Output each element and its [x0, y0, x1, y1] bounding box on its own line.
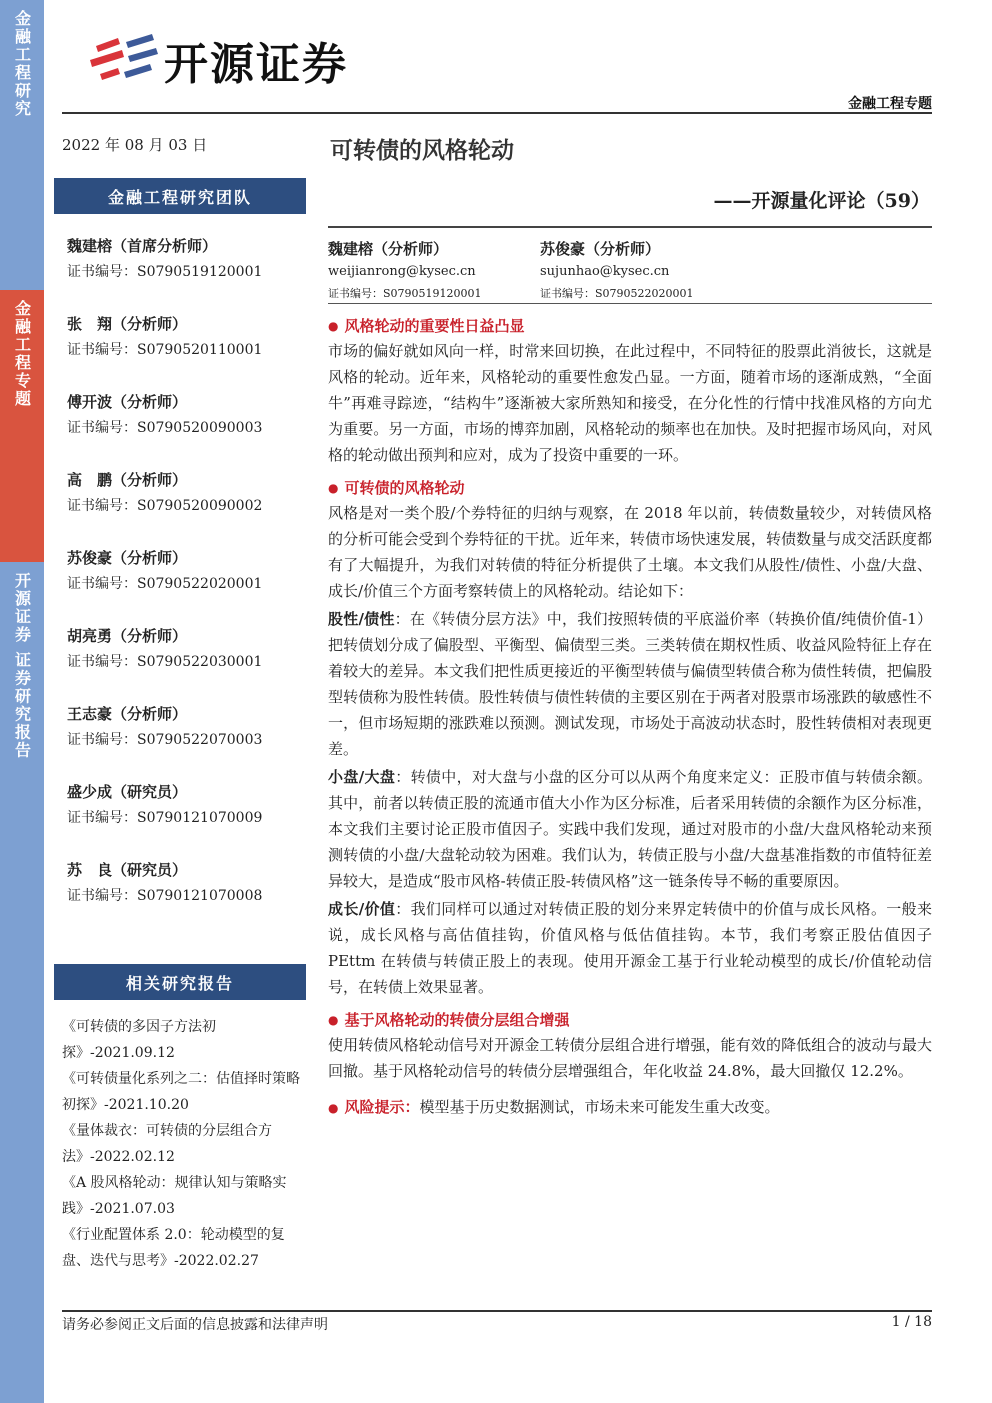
bullet-icon: ● — [328, 319, 339, 333]
author-name: 苏俊豪（分析师） — [540, 240, 661, 258]
paragraph-label: 成长/价值 — [328, 900, 396, 918]
related-report-link[interactable]: 《量体裁衣：可转债的分层组合方法》-2022.02.12 — [62, 1123, 272, 1165]
bullet-icon: ● — [328, 1101, 339, 1115]
analyst-item — [67, 470, 307, 548]
section-heading — [328, 476, 932, 500]
related-reports-list — [62, 1014, 308, 1274]
team-heading: 金融工程研究团队 — [54, 178, 306, 214]
analyst-item — [67, 314, 307, 392]
logo-mark-icon — [88, 32, 158, 88]
section-paragraph: 风格是对一类个股/个券特征的归纳与观察，在 2018 年以前，转债数量较少，对转债风格的分析可能会受到个券特征的干扰。近年来，转债市场快速发展，转债数量与成交活跃度都有了大幅提升，为我们对转债的特征分析提供了土壤。本文我们从股性/债性、小盘/大盘、成长/价值三个方面考察转债上的风格轮动。结论如下： — [328, 504, 932, 600]
analyst-name: 高 鹏（分析师） — [67, 471, 188, 489]
related-report-link[interactable]: 《可转债的多因子方法初探》-2021.09.12 — [62, 1019, 216, 1061]
analyst-name: 傅开波（分析师） — [67, 393, 188, 411]
author-cert: 证书编号：S0790522020001 — [540, 287, 694, 300]
analyst-item — [67, 626, 307, 704]
analyst-name: 王志豪（分析师） — [67, 705, 188, 723]
paragraph-text: ：转债中，对大盘与小盘的区分可以从两个角度来定义：正股市值与转债余额。其中，前者以转债正股的流通市值大小作为区分标准，后者采用转债的余额作为区分标准，本文我们主要讨论正股市值因子。实践中我们发现，通过对股市的小盘/大盘风格轮动来预测转债的小盘/大盘轮动较为困难。我们认为，转债正股与小盘/大盘基准指数的市值特征差异较大，是造成“股市风格-转债正股-转债风格”这一链条传导不畅的重要原因。 — [328, 768, 932, 890]
section-heading-text: 风格轮动的重要性日益凸显 — [344, 317, 525, 335]
analyst-name: 盛少成（研究员） — [67, 783, 188, 801]
strip-segment-company — [0, 562, 44, 1403]
analyst-item — [67, 392, 307, 470]
strip-label: 金融工程研究 — [12, 10, 32, 118]
section-paragraph — [328, 606, 932, 762]
section-paragraph — [328, 764, 932, 894]
author-email[interactable]: weijianrong@kysec.cn — [328, 264, 476, 279]
paragraph-label: 小盘/大盘 — [328, 768, 396, 786]
analyst-cert: 证书编号：S0790121070009 — [67, 810, 263, 826]
analyst-name: 胡亮勇（分析师） — [67, 627, 188, 645]
report-title: 可转债的风格轮动 — [330, 137, 514, 164]
analyst-cert: 证书编号：S0790522070003 — [67, 732, 263, 748]
section-paragraph: 使用转债风格轮动信号对开源金工转债分层组合进行增强，能有效的降低组合的波动与最大回撤。基于风格轮动信号的转债分层增强组合，年化收益 24.8%，最大回撤仅 12.2%。 — [328, 1036, 932, 1080]
footer-divider — [62, 1310, 932, 1312]
analyst-cert: 证书编号：S0790522020001 — [67, 576, 263, 592]
analyst-cert: 证书编号：S0790520110001 — [67, 342, 263, 358]
bullet-icon: ● — [328, 481, 339, 495]
section-paragraph — [328, 896, 932, 1000]
report-date: 2022 年 08 月 03 日 — [62, 136, 208, 154]
author-cert: 证书编号：S0790519120001 — [328, 287, 482, 300]
section-heading-text: 基于风格轮动的转债分层组合增强 — [344, 1011, 570, 1029]
analyst-cert: 证书编号：S0790519120001 — [67, 264, 263, 280]
analyst-cert: 证书编号：S0790121070008 — [67, 888, 263, 904]
authors-divider — [328, 303, 932, 304]
analyst-name: 苏俊豪（分析师） — [67, 549, 188, 567]
strip-segment-research — [0, 0, 44, 290]
analyst-cert: 证书编号：S0790520090003 — [67, 420, 263, 436]
author-block — [328, 238, 482, 302]
analyst-item — [67, 236, 307, 314]
analyst-item — [67, 782, 307, 860]
page-number: 1 / 18 — [891, 1314, 932, 1330]
disclaimer-note: 请务必参阅正文后面的信息披露和法律声明 — [62, 1317, 328, 1333]
risk-note — [328, 1094, 932, 1121]
author-block — [540, 238, 694, 302]
analyst-item — [67, 860, 307, 938]
report-subtitle: ——开源量化评论（59） — [713, 190, 930, 212]
analyst-cert: 证书编号：S0790522030001 — [67, 654, 263, 670]
company-logo — [88, 28, 348, 92]
strip-segment-topic — [0, 290, 44, 562]
risk-text: 模型基于历史数据测试，市场未来可能发生重大改变。 — [419, 1098, 780, 1116]
risk-label: 风险提示： — [344, 1098, 420, 1116]
title-divider — [328, 226, 932, 228]
section-heading-text: 可转债的风格轮动 — [344, 479, 465, 497]
analyst-name: 张 翔（分析师） — [67, 315, 188, 333]
logo-text: 开源证券 — [164, 39, 348, 90]
summary-body — [328, 314, 932, 1121]
section-paragraph: 市场的偏好就如风向一样，时常来回切换，在此过程中，不同特征的股票此消彼长，这就是风格的轮动。近年来，风格轮动的重要性愈发凸显。一方面，随着市场的逐渐成熟，“全面牛”再难寻踪迹，“结构牛”逐渐被大家所熟知和接受，在分化性的行情中找准风格的方向尤为重要。另一方面，市场的博弈加剧，风格轮动的频率也在加快。及时把握市场风向，对风格的轮动做出预判和应对，成为了投资中重要的一环。 — [328, 342, 932, 464]
strip-label: 金融工程专题 — [12, 300, 32, 408]
paragraph-text: ：在《转债分层方法》中，我们按照转债的平底溢价率（转换价值/纯债价值-1）把转债划分成了偏股型、平衡型、偏债型三类。三类转债在期权性质、收益风险特征上存在着较大的差异。本文我们把性质更接近的平衡型转债与偏债型转债合称为债性转债，把偏股型转债称为股性转债。股性转债与债性转债的主要区别在于两者对股票市场涨跌的敏感性不一，但市场短期的涨跌难以预测。测试发现，市场处于高波动状态时，股性转债相对表现更差。 — [328, 610, 933, 758]
analyst-item — [67, 704, 307, 782]
strip-label: 开源证券 证券研究报告 — [12, 572, 32, 760]
analyst-cert: 证书编号：S0790520090002 — [67, 498, 263, 514]
section-heading — [328, 314, 932, 338]
analyst-name: 魏建榕（首席分析师） — [67, 237, 218, 255]
related-report-link[interactable]: 《可转债量化系列之二：估值择时策略初探》-2021.10.20 — [62, 1071, 300, 1113]
section-heading — [328, 1008, 932, 1032]
paragraph-text: ：我们同样可以通过对转债正股的划分来界定转债中的价值与成长风格。一般来说，成长风格与高估值挂钩，价值风格与低估值挂钩。本节，我们考察正股估值因子 PEttm 在转债与转债正股上的表现。使用开源金工基于行业轮动模型的成长/价值轮动信号，在转债上效果显著。 — [328, 900, 932, 996]
analyst-item — [67, 548, 307, 626]
header-divider — [62, 112, 932, 114]
related-reports-heading: 相关研究报告 — [54, 964, 306, 1000]
report-category: 金融工程专题 — [848, 96, 932, 112]
author-name: 魏建榕（分析师） — [328, 240, 449, 258]
related-report-link[interactable]: 《行业配置体系 2.0：轮动模型的复盘、迭代与思考》-2022.02.27 — [62, 1227, 285, 1269]
side-strip — [0, 0, 44, 1403]
paragraph-label: 股性/债性 — [328, 610, 395, 628]
analyst-name: 苏 良（研究员） — [67, 861, 188, 879]
related-report-link[interactable]: 《A 股风格轮动：规律认知与策略实践》-2021.07.03 — [62, 1175, 287, 1217]
analyst-list — [67, 236, 307, 938]
bullet-icon: ● — [328, 1013, 339, 1027]
author-email[interactable]: sujunhao@kysec.cn — [540, 264, 670, 279]
